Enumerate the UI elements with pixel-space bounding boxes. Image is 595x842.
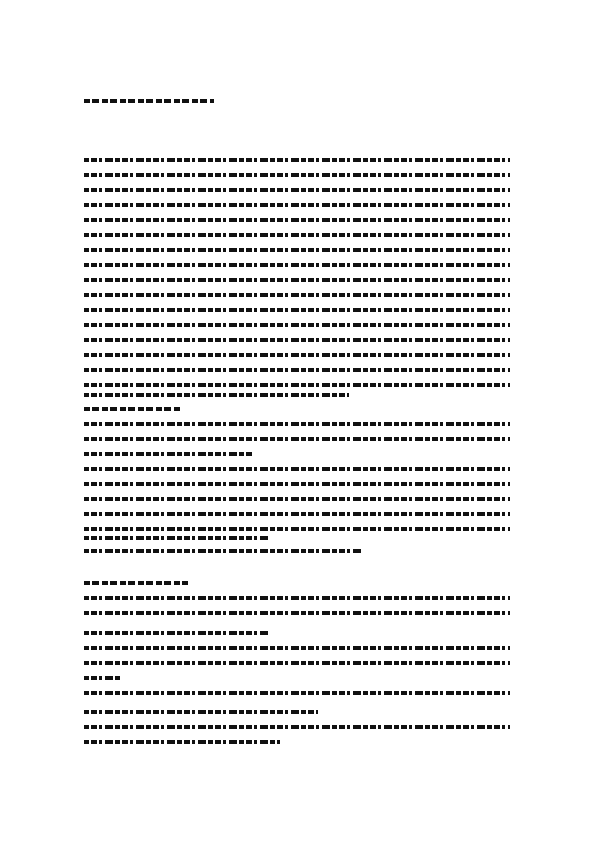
paragraph-line (84, 248, 510, 252)
paragraph-line (84, 393, 349, 397)
list-item-line (84, 740, 280, 744)
list-item-line (84, 452, 254, 456)
paragraph-line (84, 233, 510, 237)
document-title (84, 99, 214, 103)
list-item-line (84, 527, 510, 531)
list-item-line (84, 482, 510, 486)
list-item-line (84, 549, 362, 553)
paragraph-line (84, 218, 510, 222)
paragraph-line (84, 368, 510, 372)
paragraph-line (84, 383, 510, 387)
paragraph-line (84, 323, 510, 327)
section-heading (84, 407, 182, 411)
list-item-line (84, 646, 510, 650)
paragraph-line (84, 308, 510, 312)
list-item-line (84, 631, 269, 635)
list-item-line (84, 661, 510, 665)
list-item-line (84, 611, 510, 615)
paragraph-line (84, 353, 510, 357)
paragraph-line (84, 278, 510, 282)
paragraph-line (84, 158, 510, 162)
paragraph-line (84, 173, 510, 177)
list-item-line (84, 710, 318, 714)
paragraph-line (84, 263, 510, 267)
list-item-line (84, 725, 510, 729)
list-item-line (84, 422, 510, 426)
list-item-line (84, 596, 510, 600)
list-item-line (84, 437, 510, 441)
list-item-line (84, 691, 510, 695)
list-item-line (84, 497, 510, 501)
list-item-line (84, 676, 120, 680)
paragraph-line (84, 338, 510, 342)
list-item-line (84, 512, 510, 516)
paragraph-line (84, 293, 510, 297)
list-item-line (84, 467, 510, 471)
section-heading (84, 581, 188, 585)
list-item-line (84, 536, 269, 540)
paragraph-line (84, 188, 510, 192)
paragraph-line (84, 203, 510, 207)
